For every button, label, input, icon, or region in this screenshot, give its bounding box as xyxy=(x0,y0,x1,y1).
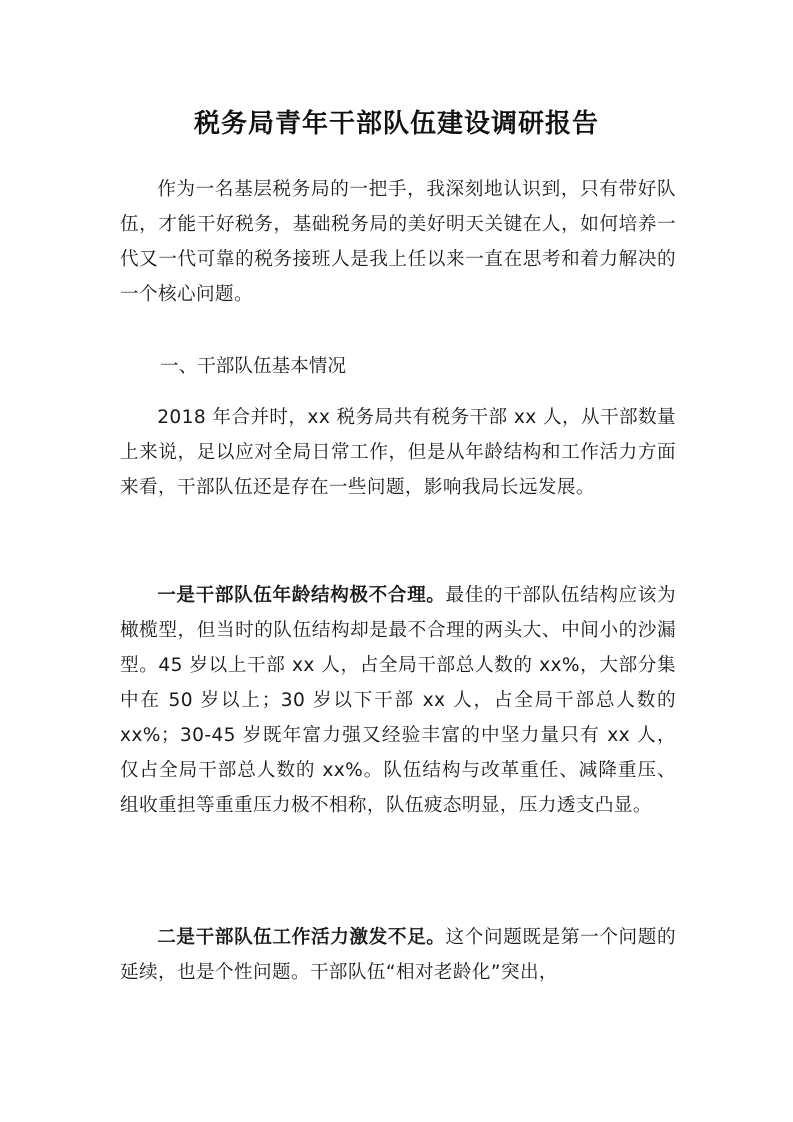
point-paragraph-1 xyxy=(120,578,676,823)
point-lead-1: 一是干部队伍年龄结构极不合理。 xyxy=(157,585,446,606)
point-body-1: 最佳的干部队伍结构应该为橄榄型，但当时的队伍结构却是最不合理的两头大、中间小的沙漏型。45 岁以上干部 xx 人，占全局干部总人数的 xx%，大部分集中在 50 岁以上；30 岁以下干部 xx 人，占全局干部总人数的 xx%；30-45 岁既年富力强又经验丰富的中坚力量只有 xx 人，仅占全局干部总人数的 xx%。队伍结构与改革重任、减降重压、组收重担等重重压力极不相称，队伍疲态明显，压力透支凸显。 xyxy=(120,585,676,816)
section-paragraph: 2018 年合并时，xx 税务局共有税务干部 xx 人，从干部数量上来说，足以应对全局日常工作，但是从年龄结构和工作活力方面来看，干部队伍还是存在一些问题，影响我局长远发展。 xyxy=(120,407,676,498)
point-paragraph-2 xyxy=(120,920,676,990)
point-body-2: 这个问题既是第一个问题的延续，也是个性问题。干部队伍“相对老龄化”突出， xyxy=(120,927,676,983)
intro-paragraph: 作为一名基层税务局的一把手，我深刻地认识到，只有带好队伍，才能干好税务，基础税务局的美好明天关键在人，如何培养一代又一代可靠的税务接班人是我上任以来一直在思考和着力解决的一个核心问题。 xyxy=(120,179,676,305)
point-lead-2: 二是干部队伍工作活力激发不足。 xyxy=(157,927,446,948)
document-title: 税务局青年干部队伍建设调研报告 xyxy=(193,109,599,139)
section-heading: 一、干部队伍基本情况 xyxy=(160,356,346,377)
